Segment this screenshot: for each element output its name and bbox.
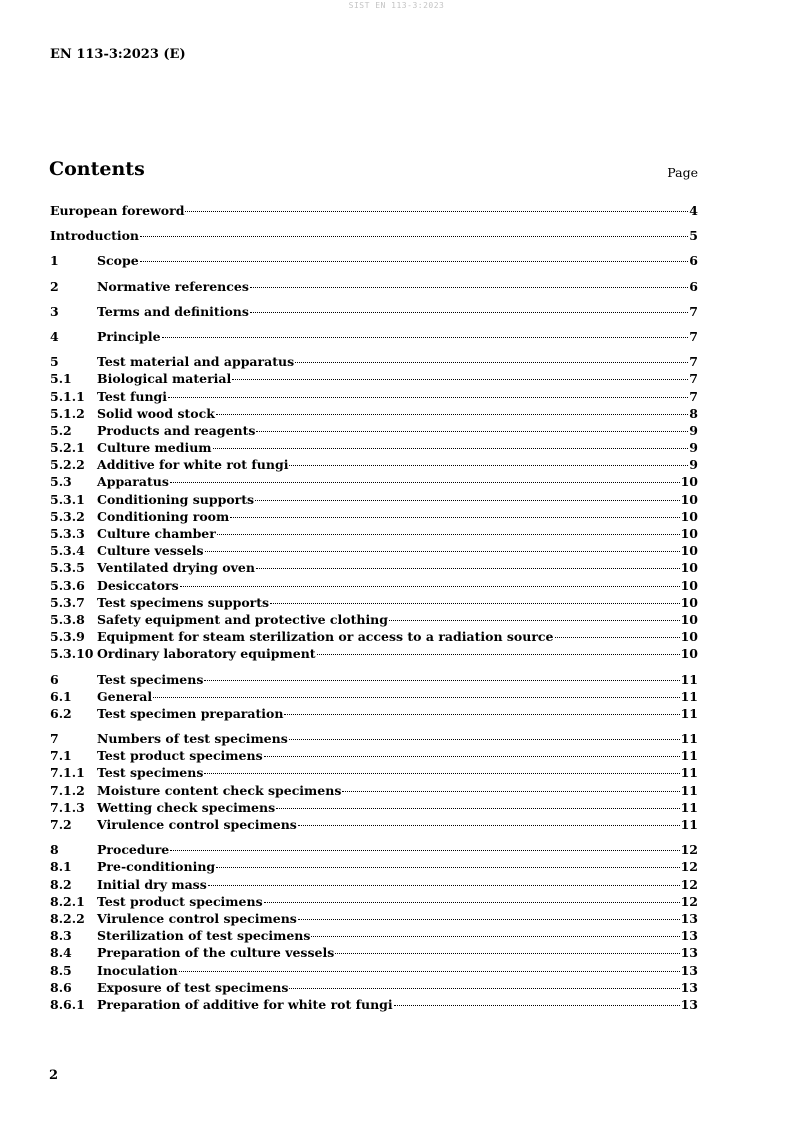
toc-dot-leader [162, 337, 689, 338]
toc-entry[interactable] [50, 279, 698, 296]
toc-entry-number: 5.1 [50, 371, 72, 387]
toc-entry-number: 5.3.1 [50, 491, 85, 507]
toc-entry-number: 8.6.1 [50, 996, 85, 1012]
toc-entry-page: 11 [680, 765, 698, 781]
toc-dot-leader [555, 637, 680, 638]
toc-entry-title: Sterilization of test specimens [97, 928, 311, 944]
toc-entry[interactable] [50, 911, 698, 928]
toc-dot-leader [180, 586, 680, 587]
toc-entry-number: 7 [50, 731, 59, 747]
toc-entry-number: 7.1.3 [50, 799, 85, 815]
toc-entry-page: 6 [689, 278, 698, 294]
toc-entry[interactable] [50, 765, 698, 782]
toc-dot-leader [204, 773, 679, 774]
toc-entry[interactable] [50, 646, 698, 663]
toc-entry[interactable] [50, 612, 698, 629]
toc-entry[interactable] [50, 474, 698, 491]
toc-entry[interactable] [50, 817, 698, 834]
toc-entry-page: 9 [689, 440, 698, 456]
toc-entry-title: Virulence control specimens [97, 817, 297, 832]
toc-entry-title: Test material and apparatus [97, 354, 295, 370]
toc-entry[interactable] [50, 748, 698, 765]
toc-entry[interactable] [50, 963, 698, 980]
toc-entry-number: 5.1.1 [50, 388, 85, 404]
toc-entry-title: Inoculation [97, 962, 178, 978]
toc-entry-page: 13 [680, 910, 698, 926]
toc-entry-number: 5.2 [50, 422, 72, 438]
toc-entry-number: 5.3 [50, 474, 72, 490]
toc-entry-title: Test product specimens [97, 893, 263, 909]
toc-dot-leader [298, 825, 680, 826]
toc-entry-title: Test product specimens [97, 748, 263, 764]
toc-entry-title: Culture chamber [97, 526, 216, 541]
toc-entry[interactable] [50, 560, 698, 577]
toc-entry-title: Equipment for steam sterilization or access to a radiation source [97, 629, 554, 645]
toc-entry-title: Introduction [50, 228, 140, 244]
toc-dot-leader [389, 620, 680, 621]
toc-dot-leader [140, 236, 688, 237]
toc-entry-page: 10 [680, 629, 698, 645]
toc-entry-title: European foreword [50, 203, 185, 218]
toc-dot-leader [208, 885, 680, 886]
toc-entry[interactable] [50, 423, 698, 440]
toc-dot-leader [250, 312, 688, 313]
toc-entry-number: 5 [50, 354, 59, 370]
toc-entry[interactable] [50, 877, 698, 894]
toc-entry-page: 12 [680, 876, 698, 892]
toc-entry[interactable] [50, 800, 698, 817]
toc-dot-leader [311, 936, 679, 937]
toc-entry-number: 5.3.10 [50, 646, 94, 662]
toc-entry[interactable] [50, 595, 698, 612]
toc-dot-leader [335, 953, 679, 954]
toc-entry-title: Test fungi [97, 388, 168, 404]
toc-entry-page: 4 [689, 203, 698, 218]
toc-dot-leader [289, 465, 688, 466]
toc-entry[interactable] [50, 578, 698, 595]
toc-entry-title: Test specimens [97, 671, 204, 687]
contents-heading: Contents [49, 158, 145, 180]
toc-entry-number: 8.2.2 [50, 910, 85, 926]
toc-dot-leader [170, 850, 679, 851]
toc-entry-page: 7 [689, 388, 698, 404]
table-of-contents [50, 203, 698, 1014]
toc-entry-number: 7.1 [50, 748, 72, 764]
toc-entry-page: 7 [689, 371, 698, 387]
toc-dot-leader [284, 714, 679, 715]
toc-dot-leader [264, 756, 680, 757]
toc-entry-title: Pre-conditioning [97, 859, 216, 875]
toc-entry-number: 5.3.3 [50, 526, 85, 541]
toc-entry-number: 5.2.1 [50, 440, 85, 456]
toc-entry-page: 7 [689, 328, 698, 344]
toc-dot-leader [230, 517, 679, 518]
toc-entry-page: 8 [689, 405, 698, 421]
toc-entry-title: Ordinary laboratory equipment [97, 646, 316, 662]
toc-entry[interactable] [50, 354, 698, 371]
toc-entry-title: Terms and definitions [97, 303, 249, 319]
toc-entry[interactable] [50, 526, 698, 543]
toc-entry[interactable] [50, 457, 698, 474]
toc-entry-number: 8.6 [50, 979, 72, 995]
toc-entry-title: Culture vessels [97, 543, 204, 559]
toc-entry-page: 10 [680, 543, 698, 559]
toc-entry-title: Normative references [97, 278, 249, 294]
toc-dot-leader [168, 397, 688, 398]
toc-entry-title: Culture medium [97, 440, 212, 456]
toc-entry-page: 10 [680, 646, 698, 662]
toc-dot-leader [205, 551, 680, 552]
toc-entry[interactable] [50, 492, 698, 509]
toc-entry-number: 5.3.2 [50, 508, 85, 524]
toc-dot-leader [153, 697, 679, 698]
toc-entry-number: 8.3 [50, 928, 72, 944]
toc-entry[interactable] [50, 389, 698, 406]
toc-entry-title: Apparatus [97, 474, 169, 490]
toc-entry-page: 7 [689, 303, 698, 319]
toc-entry-page: 11 [680, 688, 698, 704]
toc-entry[interactable] [50, 783, 698, 800]
toc-entry-number: 6 [50, 671, 59, 687]
toc-entry-page: 13 [680, 945, 698, 961]
toc-dot-leader [295, 362, 688, 363]
toc-entry[interactable] [50, 371, 698, 388]
toc-dot-leader [270, 603, 680, 604]
toc-entry-title: Scope [97, 253, 139, 269]
toc-dot-leader [289, 739, 680, 740]
toc-entry-page: 11 [680, 799, 698, 815]
toc-entry-title: Procedure [97, 842, 170, 858]
toc-entry-page: 5 [689, 228, 698, 244]
toc-entry-page: 10 [680, 560, 698, 576]
toc-entry-page: 10 [680, 491, 698, 507]
toc-entry[interactable] [50, 997, 698, 1014]
toc-entry-title: Exposure of test specimens [97, 979, 289, 995]
toc-entry-number: 7.1.2 [50, 782, 85, 798]
toc-entry-number: 3 [50, 303, 59, 319]
toc-entry-page: 6 [689, 253, 698, 269]
document-id: EN 113-3:2023 (E) [50, 47, 186, 62]
toc-entry-page: 13 [680, 996, 698, 1012]
toc-entry-title: Biological material [97, 371, 232, 387]
toc-entry-title: Safety equipment and protective clothing [97, 611, 389, 627]
toc-entry-title: Test specimens [97, 765, 204, 781]
toc-entry[interactable] [50, 203, 698, 220]
toc-entry-page: 13 [680, 928, 698, 944]
toc-entry[interactable] [50, 928, 698, 945]
toc-entry-page: 9 [689, 422, 698, 438]
toc-entry[interactable] [50, 706, 698, 723]
toc-entry-page: 10 [680, 508, 698, 524]
toc-entry[interactable] [50, 543, 698, 560]
toc-dot-leader [276, 808, 679, 809]
toc-entry-page: 9 [689, 457, 698, 473]
watermark-text: SIST EN 113-3:2023 [348, 1, 445, 10]
toc-entry[interactable] [50, 859, 698, 876]
toc-entry-number: 8.4 [50, 945, 72, 961]
toc-dot-leader [317, 654, 680, 655]
toc-entry-page: 11 [680, 782, 698, 798]
toc-entry[interactable] [50, 894, 698, 911]
toc-entry-page: 13 [680, 962, 698, 978]
toc-dot-leader [179, 971, 680, 972]
toc-dot-leader [185, 211, 688, 212]
toc-entry-number: 8.2 [50, 876, 72, 892]
toc-entry[interactable] [50, 253, 698, 270]
toc-entry-page: 10 [680, 611, 698, 627]
toc-dot-leader [217, 534, 680, 535]
toc-entry-number: 5.3.7 [50, 594, 85, 610]
toc-dot-leader [250, 287, 688, 288]
toc-entry-page: 10 [680, 474, 698, 490]
toc-entry-page: 11 [680, 731, 698, 747]
toc-entry[interactable] [50, 304, 698, 321]
toc-dot-leader [170, 482, 680, 483]
toc-entry-page: 10 [680, 577, 698, 593]
toc-entry-page: 13 [680, 979, 698, 995]
toc-entry-title: Test specimens supports [97, 594, 270, 610]
toc-entry-page: 12 [680, 859, 698, 875]
toc-entry-title: Solid wood stock [97, 405, 215, 421]
toc-entry-title: Wetting check specimens [97, 799, 276, 815]
toc-entry-number: 4 [50, 328, 59, 344]
toc-entry[interactable] [50, 629, 698, 646]
toc-dot-leader [298, 919, 680, 920]
toc-entry[interactable] [50, 731, 698, 748]
toc-entry-page: 11 [680, 671, 698, 687]
toc-dot-leader [264, 902, 680, 903]
toc-entry-number: 5.2.2 [50, 457, 85, 473]
toc-dot-leader [256, 431, 688, 432]
toc-entry-title: General [97, 688, 153, 704]
toc-entry-number: 8.1 [50, 859, 72, 875]
toc-entry-title: Test specimen preparation [97, 705, 284, 721]
toc-dot-leader [204, 680, 679, 681]
toc-dot-leader [256, 568, 680, 569]
toc-entry[interactable] [50, 689, 698, 706]
toc-dot-leader [216, 414, 688, 415]
toc-dot-leader [255, 500, 680, 501]
toc-entry-number: 8.5 [50, 962, 72, 978]
toc-entry-page: 10 [680, 526, 698, 541]
toc-entry[interactable] [50, 329, 698, 346]
toc-entry-page: 12 [680, 842, 698, 858]
toc-entry-title: Preparation of additive for white rot fungi [97, 996, 393, 1012]
toc-dot-leader [289, 988, 679, 989]
toc-entry-title: Conditioning room [97, 508, 230, 524]
toc-entry-title: Principle [97, 328, 161, 344]
toc-entry-page: 12 [680, 893, 698, 909]
toc-entry-number: 8.2.1 [50, 893, 85, 909]
toc-entry-page: 7 [689, 354, 698, 370]
toc-entry[interactable] [50, 440, 698, 457]
toc-entry-title: Numbers of test specimens [97, 731, 288, 747]
toc-entry[interactable] [50, 228, 698, 245]
toc-entry-number: 7.2 [50, 817, 72, 832]
toc-dot-leader [342, 791, 679, 792]
toc-entry-title: Additive for white rot fungi [97, 457, 289, 473]
toc-entry-number: 5.3.9 [50, 629, 85, 645]
footer-page-number: 2 [49, 1068, 59, 1083]
toc-entry[interactable] [50, 672, 698, 689]
toc-entry-number: 6.2 [50, 705, 72, 721]
toc-entry[interactable] [50, 842, 698, 859]
toc-entry-number: 5.1.2 [50, 405, 85, 421]
toc-entry[interactable] [50, 406, 698, 423]
toc-entry-title: Products and reagents [97, 422, 256, 438]
toc-entry[interactable] [50, 980, 698, 997]
toc-entry-title: Conditioning supports [97, 491, 255, 507]
toc-dot-leader [216, 867, 679, 868]
toc-entry-page: 11 [680, 705, 698, 721]
toc-entry-number: 5.3.8 [50, 611, 85, 627]
page-column-label: Page [667, 165, 698, 180]
toc-entry-number: 1 [50, 253, 59, 269]
toc-entry[interactable] [50, 509, 698, 526]
toc-entry-title: Desiccators [97, 577, 179, 593]
toc-entry-title: Moisture content check specimens [97, 782, 342, 798]
toc-entry[interactable] [50, 945, 698, 962]
toc-entry-title: Virulence control specimens [97, 910, 297, 926]
toc-dot-leader [232, 379, 688, 380]
toc-dot-leader [140, 261, 689, 262]
toc-dot-leader [394, 1005, 680, 1006]
toc-dot-leader [213, 448, 689, 449]
toc-entry-page: 11 [680, 817, 698, 832]
toc-entry-title: Ventilated drying oven [97, 560, 255, 576]
toc-entry-number: 8 [50, 842, 59, 858]
toc-entry-number: 7.1.1 [50, 765, 85, 781]
toc-entry-page: 11 [680, 748, 698, 764]
toc-entry-title: Initial dry mass [97, 876, 207, 892]
toc-entry-number: 6.1 [50, 688, 72, 704]
toc-entry-number: 5.3.6 [50, 577, 85, 593]
toc-entry-number: 5.3.5 [50, 560, 85, 576]
toc-entry-number: 2 [50, 278, 59, 294]
toc-entry-page: 10 [680, 594, 698, 610]
toc-entry-number: 5.3.4 [50, 543, 85, 559]
toc-entry-title: Preparation of the culture vessels [97, 945, 335, 961]
